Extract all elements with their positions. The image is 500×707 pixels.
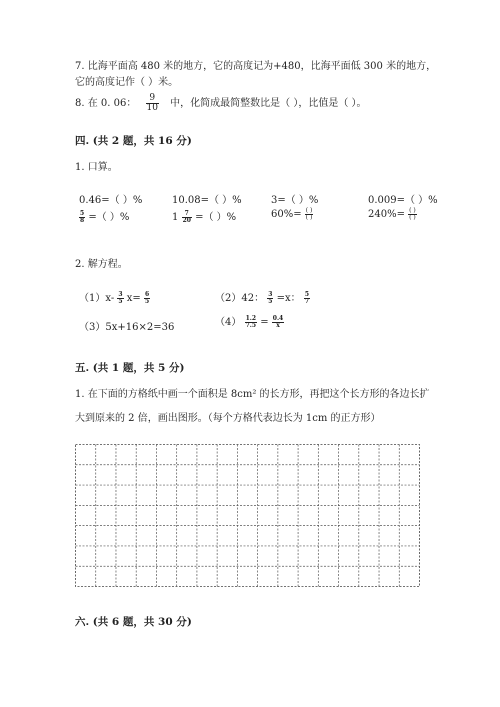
fraction-denominator: ( ) [409,214,416,221]
question-7-line1: 7. 比海平面高 480 米的地方，它的高度记为+480，比海平面低 300 米的地方， [75,61,437,72]
oral-item-5-rest: =（ ）% [88,212,130,223]
equation-2 [215,289,310,305]
oral-item-6 [172,208,236,224]
fraction-numerator: 7 [182,211,192,218]
fraction-numerator: 6 [145,291,150,298]
fraction-denominator: 10 [146,103,158,113]
fraction-denominator: x [276,322,280,329]
oral-item-7 [271,208,313,221]
oral-item-1: 0.46=（ ）% [79,195,143,206]
fraction-denominator: 8 [80,217,85,224]
fraction [304,292,310,305]
equation-4-label: （4） [215,317,242,328]
oral-item-8-left: 240%= [368,209,405,220]
fraction-denominator: 5 [145,298,150,305]
question-8-fraction [146,94,159,113]
fraction-denominator: 5 [268,298,273,305]
fraction-numerator: 3 [118,291,123,298]
fraction-denominator: ( ) [305,214,313,221]
equation-4-mid: = [260,317,269,328]
oral-item-5 [79,208,129,224]
oral-item-4: 0.009=（ ）% [368,195,438,206]
fraction [144,292,150,305]
section-4-heading: 四. (共 2 题，共 16 分) [75,135,192,147]
grid-border [76,445,420,587]
question-8-prefix: 8. 在 0. 06： [75,98,137,109]
section-5-question-line1: 1. 在下面的方格纸中画一个面积是 8cm² 的长方形，再把这个长方形的各边长扩 [75,389,430,400]
fraction-denominator: 5 [118,298,123,305]
section-4-part1-title: 1. 口算。 [75,162,118,173]
grid-paper[interactable] [75,444,420,587]
fraction [272,316,284,329]
fraction-numerator: 3 [268,291,273,298]
question-7-line2: 它的高度记作（ ）米。 [75,77,179,88]
fraction-numerator: 5 [80,210,85,217]
fraction-blank [305,208,314,221]
fraction-numerator: ( ) [409,207,416,214]
fraction [182,211,192,224]
fraction-denominator: 20 [182,217,191,224]
fraction [117,292,123,305]
equation-3: （3）5x+16×2=36 [79,322,175,333]
fraction [79,211,85,224]
section-5-heading: 五. (共 1 题，共 5 分) [75,362,185,374]
equation-1-mid: x= [126,293,141,304]
equation-2-label: （2）42： [215,293,265,304]
fraction-denominator: 7.5 [245,322,257,329]
question-8-suffix: 中，化简成最简整数比是（ ），比值是（ ）。 [170,98,367,109]
fraction-numerator: 0.4 [272,315,284,322]
fraction-numerator: 5 [304,291,310,298]
equation-1-label: （1）x- [79,293,115,304]
fraction [267,292,273,305]
grid-svg [75,444,420,587]
equation-2-mid: =x： [276,293,301,304]
section-6-heading: 六. (共 6 题，共 30 分) [75,616,192,628]
oral-item-7-left: 60%= [271,209,302,220]
oral-item-2: 10.08=（ ）% [172,195,242,206]
section-4-part2-title: 2. 解方程。 [75,259,128,270]
section-5-question-line2: 大到原来的 2 倍，画出图形。（每个方格代表边长为 1cm 的正方形） [75,413,381,424]
fraction-numerator: ( ) [305,207,313,214]
fraction-blank [408,208,417,221]
fraction-numerator: 1.2 [245,315,257,322]
fraction [245,316,257,329]
oral-item-3: 3=（ ）% [271,195,319,206]
oral-item-8 [368,208,417,221]
equation-4 [215,313,284,329]
fraction-numerator: 9 [146,94,159,104]
equation-1 [79,289,150,305]
question-8 [75,94,367,113]
mixed-whole: 1 [172,212,179,223]
fraction-denominator: 7 [304,298,310,305]
oral-item-6-rest: =（ ）% [195,212,237,223]
